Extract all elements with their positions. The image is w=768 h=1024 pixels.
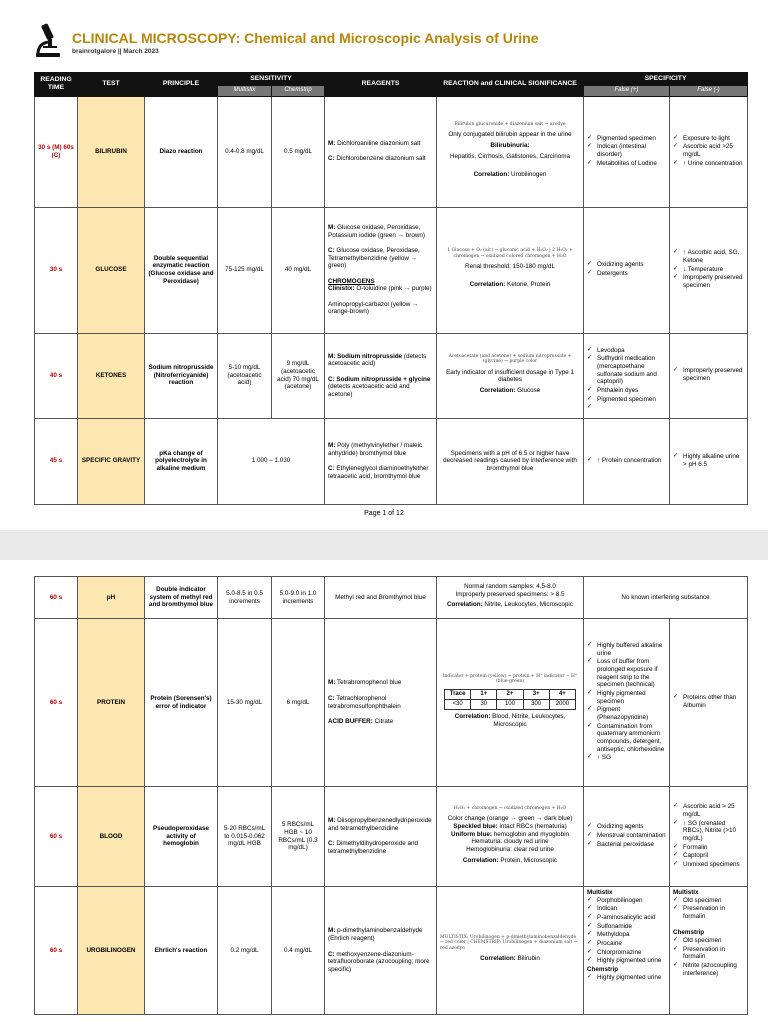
reaction: Acetoacetate (and acetone) + sodium nitroprusside + (glycine) → purple color Early indicator of insufficient dosage in Type 1 diabetes Correlation: Glucose [437, 333, 584, 418]
col-principle: PRINCIPLE [145, 73, 218, 97]
reaction: Specimens with a pH of 6.5 or higher have decreased readings caused by interference with bromthymol blue [437, 418, 584, 504]
protein-trace-table: Trace 1+ 2+ 3+ 4+ <30 30 100 300 2000 [444, 689, 576, 711]
false-positive: ✓ Levodopa ✓ Sulfhydril medication (mercaptoethane sulfonate sodium and captopril) ✓ Phthalein dyes ✓ Pigmented specimen [584, 333, 670, 418]
reaction: 1 Glucose + O₂ (air) → gluconic acid + H₂O₂ | 2 H₂O₂ + chromogen → oxidized colored chromogen + H₂O Renal threshold: 150-180 mg/dL Correlation: Ketone, Protein [437, 207, 584, 333]
reading-time: 60 s [35, 787, 78, 887]
col-reaction: REACTION and CLINICAL SIGNIFICANCE [437, 73, 584, 97]
multistix-sensitivity: 5.0-8.5 in 0.5 increments [218, 577, 272, 619]
chemstrip-sensitivity: 5 RBCs/mL HGB ~ 10 RBCs/mL (0.3 mg/dL) [272, 787, 325, 887]
principle: Diazo reaction [145, 96, 218, 207]
chemstrip-sensitivity: 40 mg/dL [272, 207, 325, 333]
specificity: No known interfering substance [584, 577, 748, 619]
false-negative: ✓ ↑ Ascorbic acid, SG, Ketone ✓ ↓ Temperature ✓ Improperly preserved specimen [670, 207, 748, 333]
principle: pKa change of polyelectrolyte in alkaline medium [145, 418, 218, 504]
false-negative: ✓ Improperly preserved specimen [670, 333, 748, 418]
principle: Protein (Sorensen's) error of indicator [145, 619, 218, 787]
reagents: M: p-dimethylaminobenzaldehyde (Ehrlich reagent) C: methoxyenzene-diazonium-tetrafluoroborate (azocoupling; more specific) [325, 887, 437, 1015]
col-specificity: SPECIFICITY [584, 73, 748, 86]
col-multistix: Multistix [218, 86, 272, 96]
test-name: KETONES [78, 333, 145, 418]
chemstrip-sensitivity: 0.5 mg/dL [272, 96, 325, 207]
table-row [35, 577, 748, 619]
principle: Pseudoperoxidase activity of hemoglobin [145, 787, 218, 887]
reagents: M: Glucose oxidase, Peroxidase, Potassium iodide (green → brown) C: Glucose oxidase, Peroxidase, Tetramethylbenzidine (yellow → green) CHROMOGENS Clinistix: O-toluidine (pink → purple) Aminopropyl-carbazol (yellow → orange-brown) [325, 207, 437, 333]
multistix-sensitivity: 0.2 mg/dL [218, 887, 272, 1015]
page-number: Page 1 of 12 [364, 510, 404, 517]
false-negative: ✓ Ascorbic acid > 25 mg/dL ✓ ↑ SG (crenated RBCs), Nitrite (>10 mg/dL) ✓ Formalin ✓ Captopril ✓ Unmixed specimens [670, 787, 748, 887]
reagents: M: Dichloroaniline diazonium salt C: Dichlorobenzene diazonium salt [325, 96, 437, 207]
principle: Double indicator system of methyl red and bromthymol blue [145, 577, 218, 619]
reading-time: 60 s [35, 619, 78, 787]
reading-time: 60 s [35, 887, 78, 1015]
table-row [35, 787, 748, 887]
principle: Ehrlich's reaction [145, 887, 218, 1015]
reaction-equation: Bilirubin glucuronide + diazonium salt → azodye [454, 121, 566, 127]
false-positive: Multistix ✓ Porphobilinogen ✓ Indican ✓ P-aminosalicylic acid ✓ Sulfonamide ✓ Methyldopa ✓ Procaine ✓ Chlorpromazine ✓ Highly pigmented urine Chemstrip ✓ Highly pigmented urine [584, 887, 670, 1015]
chemstrip-sensitivity: 0.4 mg/dL [272, 887, 325, 1015]
principle: Double sequential enzymatic reaction (Glucose oxidase and Peroxidase) [145, 207, 218, 333]
multistix-sensitivity: 5-20 RBCs/mL to 0.015-0.062 mg/dL HGB [218, 787, 272, 887]
table-row [35, 619, 748, 787]
false-negative: ✓ Proteins other than Albumin [670, 619, 748, 787]
multistix-sensitivity: 5-10 mg/dL (acetoacetic acid) [218, 333, 272, 418]
document-header [34, 22, 539, 58]
reaction-equation: Indicator + protein (yellow) → protein + H⁺ indicator − H⁺ (blue-green) [442, 673, 578, 685]
reading-time: 30 s [35, 207, 78, 333]
false-negative: Multistix ✓ Old specimen ✓ Preservation in formalin Chemstrip ✓ Old specimen ✓ Preservation in formalin ✓ Nitrite (azocoupling interference) [670, 887, 748, 1015]
reaction: Indicator + protein (yellow) → protein + H⁺ indicator − H⁺ (blue-green) Trace 1+ 2+ 3+ 4+ <30 30 100 300 2000 Correlation: Blood, Nitrite, Leukocytes, Microscopic [437, 619, 584, 787]
multistix-sensitivity: 75-125 mg/dL [218, 207, 272, 333]
reagents: M: Sodium nitroprusside (detects acetoacetic acid) C: Sodium nitroprusside + glycine (detects acetoacetic acid and acetone) [325, 333, 437, 418]
reading-time: 40 s [35, 333, 78, 418]
reaction-equation: Acetoacetate (and acetone) + sodium nitroprusside + (glycine) → purple color [448, 353, 572, 365]
test-name: BLOOD [78, 787, 145, 887]
false-positive: ✓ Oxidizing agents ✓ Menstrual contamination ✓ Bacterial peroxidase [584, 787, 670, 887]
col-reagents: REAGENTS [325, 73, 437, 97]
test-name: GLUCOSE [78, 207, 145, 333]
table-row [35, 418, 748, 504]
multistix-sensitivity: 15-30 mg/dL [218, 619, 272, 787]
multistix-sensitivity: 0.4-0.8 mg/dL [218, 96, 272, 207]
document-title: CLINICAL MICROSCOPY: Chemical and Microscopic Analysis of Urine [72, 30, 539, 46]
reaction: Bilirubin glucuronide + diazonium salt → azodye Only conjugated bilirubin appear in the urine Bilirubinuria: Hepatitis, Cirrhosis, Gallstones, Carcinoma Correlation: Urobilinogen [437, 96, 584, 207]
page-2 [0, 560, 768, 1024]
table-row [35, 887, 748, 1015]
reading-time: 45 s [35, 418, 78, 504]
reading-time: 60 s [35, 577, 78, 619]
reagents: Methyl red and Bromthymol blue [325, 577, 437, 619]
test-name: UROBILINOGEN [78, 887, 145, 1015]
test-name: BILIRUBIN [78, 96, 145, 207]
col-chemstrip: Chemstrip [272, 86, 325, 96]
false-negative: ✓ Highly alkaline urine > pH 6.5 [670, 418, 748, 504]
sensitivity-range: 1.000 – 1.030 [218, 418, 325, 504]
reading-time: 30 s (M) 60s (C) [35, 96, 78, 207]
reaction-equation: 1 Glucose + O₂ (air) → gluconic acid + H₂O₂ | 2 H₂O₂ + chromogen → oxidized colored chromogen + H₂O [447, 248, 573, 259]
table-row [35, 207, 748, 333]
false-positive: ✓ Oxidizing agents ✓ Detergents [584, 207, 670, 333]
col-sensitivity: SENSITIVITY [218, 73, 325, 86]
test-name: PROTEIN [78, 619, 145, 787]
col-test: TEST [78, 73, 145, 97]
col-reading-time: READING TIME [35, 73, 78, 97]
table-row [35, 333, 748, 418]
chemstrip-sensitivity: 9 mg/dL (acetoacetic acid) 70 mg/dL (acetone) [272, 333, 325, 418]
false-positive: ✓ Highly buffered alkaline urine ✓ Loss of buffer from prolonged exposure if reagent strip to the specimen (technical) ✓ Highly pigmented specimen ✓ Pigment (Phenazopyridine) ✓ Contamination from quaternary ammonium compounds, detergent, antiseptic, chlorhexidine ✓ ↑ SG [584, 619, 670, 787]
reagents: M: Diisopropylbenzenedlydriperoxide and tetramethylbenzidine C: Dimethyldihydroperoxide and tetramethylbenzidine [325, 787, 437, 887]
test-name: SPECIFIC GRAVITY [78, 418, 145, 504]
reagents: M: Tetrabromophenol blue C: Tetrachlorophenol tetrabromosulfonphthalein ACID BUFFER: Citrate [325, 619, 437, 787]
col-false-negative: False (-) [670, 86, 748, 96]
principle: Sodium nitroprusside (Nitroferricyanide) reaction [145, 333, 218, 418]
reaction: Normal random samples: 4.5-8.0 Improperly preserved specimens: > 8.5 Correlation: Nitrite, Leukocytes, Microscopic [437, 577, 584, 619]
urinalysis-table-1 [34, 72, 748, 505]
chemstrip-sensitivity: 6 mg/dL [272, 619, 325, 787]
false-positive: ✓ Pigmented specimen ✓ Indican (intestinal disorder) ✓ Metabolites of Lodine [584, 96, 670, 207]
false-positive: ✓ ↑ Protein concentration [584, 418, 670, 504]
document-subtitle: brainrotgalore || March 2023 [72, 48, 159, 55]
reaction-equation: H₂O₂ + chromogen → oxidized chromogen + H₂O [453, 805, 567, 811]
reaction-equation: MULTISTIX: Urobilinogen + p-dimethylaminobenzaldehyde → red color | CHEMSTRIP: Urobilinogen + diazonium salt → red azodye [440, 934, 578, 951]
table-row [35, 96, 748, 207]
chemstrip-sensitivity: 5.0-9.0 in 1.0 increments [272, 577, 325, 619]
reaction: MULTISTIX: Urobilinogen + p-dimethylaminobenzaldehyde → red color | CHEMSTRIP: Urobilinogen + diazonium salt → red azodye Correlation: Bilirubin [437, 887, 584, 1015]
col-false-positive: False (+) [584, 86, 670, 96]
false-negative: ✓ Exposure to light ✓ Ascorbic acid >25 mg/dL ✓ ↑ Urine concentration [670, 96, 748, 207]
reagents: M: Poly (methylvinylether / maleic anhydride) bromthymol blue C: Ethyleneglycol diaminoethylether tetraacetic acid, bromthymol blue [325, 418, 437, 504]
reaction: H₂O₂ + chromogen → oxidized chromogen + H₂O Color change (orange → green → dark blue) Speckled blue: intact RBCs (hematuria) Uniform blue: hemoglobin and myoglobin Hematuria: cloudy red urine Hemoglobinuria: clear red urine Correlation: Protein, Microscopic [437, 787, 584, 887]
urinalysis-table-2 [34, 576, 748, 1015]
test-name: pH [78, 577, 145, 619]
microscope-icon [34, 22, 64, 58]
